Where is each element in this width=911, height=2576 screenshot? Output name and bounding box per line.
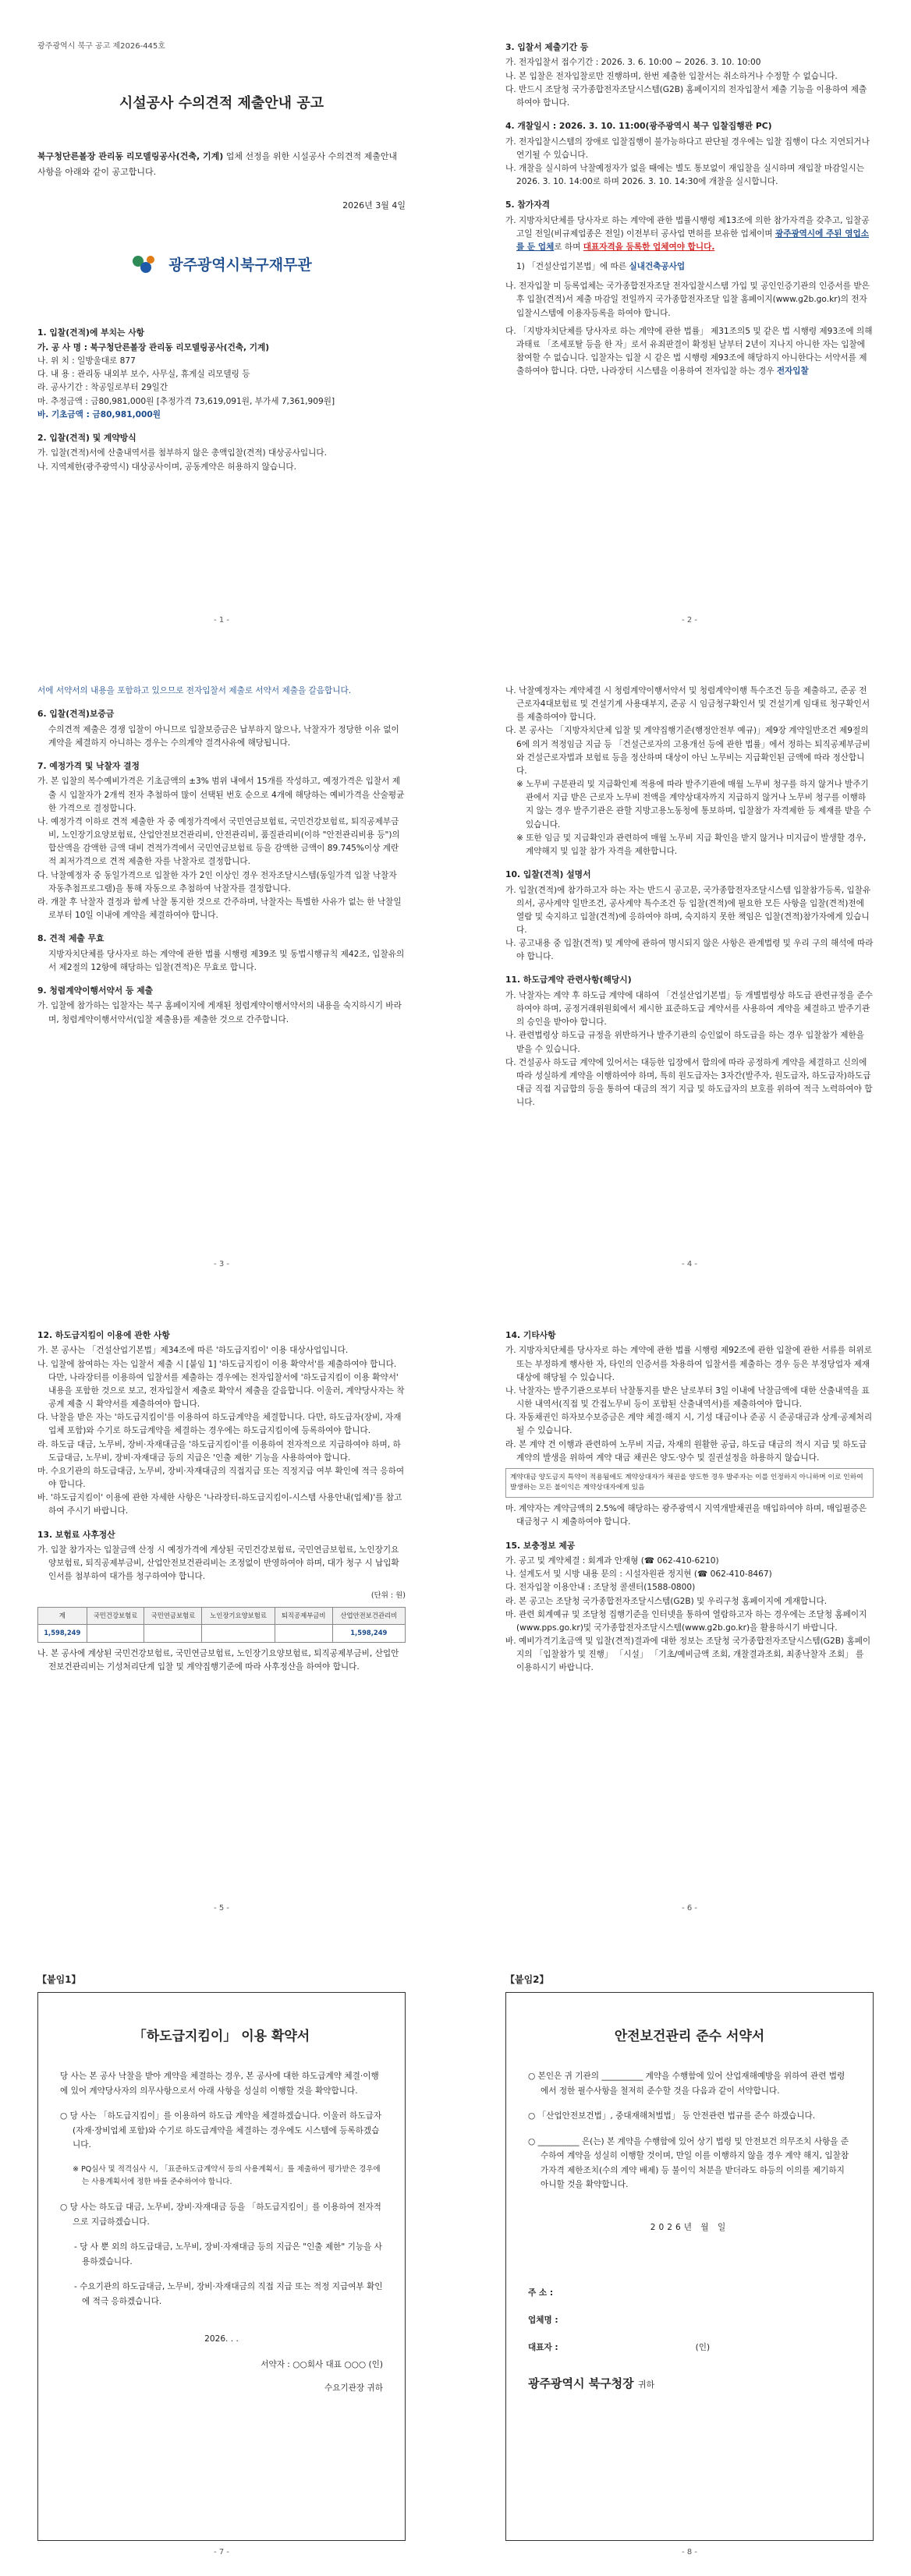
item: 가. 입찰에 참가하는 입찰자는 북구 홈페이지에 게재된 청렴계약이행서약서의 내용을 숙지하시기 바라며, 청렴계약이행서약서(입찰 제출용)를 제출한 것으로 간주합니다. <box>37 1001 402 1024</box>
item: 라. 본 공고는 조달청 국가종합전자조달시스템(G2B) 및 우리구청 홈페이지에 게재합니다. <box>505 1596 828 1606</box>
item: 가. 전자입찰서 접수기간 : 2026. 3. 6. 10:00 ~ 2026. 3. 10. 10:00 <box>505 58 761 68</box>
project-name: 북구청단른볼장 관리동 리모델링공사(건축, 기계) <box>37 151 224 162</box>
item: 다. 내 용 : 관리동 내외부 보수, 사무실, 휴게실 리모델링 등 <box>37 370 250 380</box>
item: 마. 계약자는 계약금액의 2.5%에 해당하는 광주광역시 지역개발채권을 매입하여야 하며, 매입필증은 대금청구 시 제출하여야 합니다. <box>505 1504 867 1527</box>
item: 나. 설계도서 및 시방 내용 문의 : 시설자원관 정지현 (☎ 062-410-8467) <box>505 1569 772 1580</box>
table-unit: (단위 : 원) <box>370 1591 406 1601</box>
signer-line: 서약자 : ○○회사 대표 ○○○ (인) <box>261 2359 383 2369</box>
item: 나. 공고내용 중 입찰(견적) 및 계약에 관하여 명시되지 않은 사항은 관계법령 및 우리 구의 해석에 따라야 합니다. <box>505 939 874 962</box>
item: 다. 건설공사 하도급 계약에 있어서는 대등한 입장에서 합의에 따라 공정하게 계약을 체결하고 신의에 따라 성실하게 계약을 이행하여야 하며, 특히 원도급자는 3자간(발주자, 원도급자, 하도급자)하도급 대금 직접 지급합의 등을 통하여 대금의 적기 지급 및 하도급자의 보호를 위하여 적극 노력하여야 합니다. <box>505 1057 873 1108</box>
form-item: ○ 당 사는 「하도급지킴이」를 이용하여 하도급 계약을 체결하겠습니다. 이울러 하도급자(자재·장비업체 포함)와 수기로 하도급계약을 체결하는 경우에도 시스템에 등록하겠습니다. <box>60 2111 382 2150</box>
table-row <box>38 1625 406 1643</box>
table-header: 계 <box>38 1607 87 1625</box>
license-item: 1) 「건설산업기본법」에 따른 실내건축공사업 <box>516 262 686 272</box>
section-heading: 9. 청렴계약이행서약서 등 제출 <box>37 985 154 996</box>
item: 가. 입찰 참가자는 입찰금액 산정 시 예정가격에 계상된 국민건강보험료, 국민연금보험료, 노인장기요양보험료, 퇴직공제부금비, 산업안전보건관리비는 조정없이 반영하여야 하며, 대가 청구 시 납입확인서를 첨부하여 대가를 청구하여야 합니다. <box>37 1545 399 1582</box>
page-number: - 4 - <box>682 1259 697 1269</box>
table-cell <box>144 1625 202 1643</box>
form-item: ○ 당 사는 하도급 대금, 노무비, 장비·자재대금 등을 「하도급지킴이」를 이용하여 전자적으로 지급하겠습니다. <box>60 2203 381 2227</box>
section-heading: 15. 보충정보 제공 <box>505 1540 576 1551</box>
address-field: 주 소 : <box>528 2288 554 2298</box>
form-title: 「하도급지킴이」 이용 확약서 <box>133 2029 310 2045</box>
page-5 <box>0 1288 443 1932</box>
table-header: 퇴직공제부금비 <box>275 1607 332 1625</box>
item: 가. 지방자치단체를 당사자로 하는 계약에 관한 법률 시행령 제92조에 관한 입찰에 관한 서류를 허위로 또는 부정하게 행사한 자, 타인의 인증서를 차용하여 입찰서를 제출하는 경우 등은 부정당업자 제재 대상에 해당될 수 있습니다. <box>505 1346 872 1382</box>
item: 마. 수요기관의 하도급대금, 노무비, 장비·자재대금의 직접지급 또는 직정지급 여부 확인에 적극 응하여야 합니다. <box>37 1466 405 1490</box>
item: 나. 지역제한(광주광역시) 대상공사이며, 공동계약은 허용하지 않습니다. <box>37 462 296 472</box>
table-header: 국민연금보험료 <box>144 1607 202 1625</box>
assignment-note-box: 계약대금 양도금지 특약이 적용됨에도 계약상대자가 채권을 양도한 경우 발주자는 이를 인정하지 아니하며 이로 인하여 발생하는 모든 불이익은 계약상대자에게 있음 <box>505 1468 874 1498</box>
section-heading: 1. 입찰(견적)에 부치는 사항 <box>37 327 145 338</box>
section-heading: 6. 입찰(견적)보증금 <box>37 709 115 720</box>
item: 다. 본 공사는 「지방자치단체 입찰 및 계약집행기준(행정안전부 예규)」제9장 계약일반조건 제9절의6에 의거 적정임금 지급 등 「건설근로자의 고용개선 등에 관한 법률」에서 정하는 퇴직공제부금비와 건설근로자법과 보험료 등을 정산하며 대상이 아닌 노무비는 지급확인된 금액에 따라 정산합니다. <box>505 726 870 776</box>
item: 가. 본 공사는 「건설산업기본법」제34조에 따른 '하도급지킴이' 이용 대상사업입니다. <box>37 1346 349 1356</box>
section-heading: 7. 예정가격 및 낙찰자 결정 <box>37 760 140 771</box>
item: 나. 본 공사에 계상된 국민건강보험료, 국민연금보험료, 노인장기요양보험료, 퇴직공제부금비, 산업안전보건관리비는 기성처리단계 입찰 및 계약집행기준에 따라 사후정산을 하여야 합니다. <box>37 1649 399 1672</box>
notice-date: 2026년 3월 4일 <box>342 200 406 211</box>
section-heading: 2. 입찰(견적) 및 계약방식 <box>37 432 136 443</box>
item: 지방자치단체를 당사자로 하는 계약에 관한 법률 시행령 제39조 및 동법시행규칙 제42조, 입찰유의서 제2절의 12항에 해당하는 입찰(견적)은 무효로 합니다. <box>48 949 405 972</box>
form-date: 2026. . . <box>204 2334 239 2344</box>
table-header: 산업안전보건관리비 <box>332 1607 405 1625</box>
item: 가. 낙찰자는 계약 후 하도급 계약에 대하여 「건설산업기본법」등 개별법령상 하도급 관련규정을 준수하여야 하며, 공정거래위원회에서 제시한 표준하도급 계약서를 사용하여 계약을 체결하고 발주기관의 승인을 받아야 합니다. <box>505 990 873 1028</box>
section-heading: 14. 기타사항 <box>505 1330 556 1340</box>
item: 나. 위 치 : 일방울대로 877 <box>37 356 136 366</box>
page-number: - 8 - <box>682 2547 697 2557</box>
item: 바. 예비가격기초금액 및 입찰(견적)결과에 대한 정보는 조달청 국가종합전자조달시스템(G2B) 홈페이지의 「입찰참가 및 진행」 「시설」 「기초/예비금액 조회, 개찰결과조회, 최종낙찰자 조회」 를 이용하시기 바랍니다. <box>505 1637 871 1673</box>
table-header-row <box>38 1607 406 1625</box>
form-item: ○ 본인은 귀 기관의 __________ 계약을 수행함에 있어 산업재해예방을 위하여 관련 법령에서 정한 필수사항을 철저히 준수할 것을 다음과 같이 서약합니다. <box>528 2072 845 2096</box>
form-item: ○ 「산업안전보건법」, 중대재해처벌법」 등 안전관련 법규를 준수 하겠습니다. <box>528 2111 816 2121</box>
item: 라. 공사기간 : 착공일로부터 29일간 <box>37 383 168 393</box>
section-heading: 4. 개찰일시 : 2026. 3. 10. 11:00(광주광역시 북구 입찰집행관 PC) <box>505 121 772 132</box>
page-1 <box>0 0 443 644</box>
item: 가. 전자입찰시스템의 장애로 입찰집행이 불가능하다고 판단될 경우에는 입찰 집행이 다소 지연되거나 연기될 수 있습니다. <box>505 136 870 160</box>
form-title: 안전보건관리 준수 서약서 <box>614 2029 765 2045</box>
notice-reference: 광주광역시 북구 공고 제2026-445호 <box>37 42 165 51</box>
insurance-table <box>37 1607 406 1643</box>
item: 가. 지방자치단체를 당사자로 하는 계약에 관한 법률시행령 제13조에 의한 참가자격을 갖추고, 입찰공고일 전일(비규제업종은 전일) 이전부터 공사업 면허를 보유한 업체이며 광주광역시에 주된 영업소를 둔 업체로 하며 대표자격을 등록한 업체여야 합니다. <box>505 215 870 253</box>
safety-pledge-form <box>505 1992 874 2541</box>
item: 가. 본 입찰의 복수예비가격은 기초금액의 ±3% 범위 내에서 15개를 작성하고, 예정가격은 입찰서 제출 시 입찰자가 2개씩 전자 추첨하여 많이 선택된 번호 순으로 4개에 해당하는 예비가격을 산술평균한 가격으로 결정합니다. <box>37 777 405 813</box>
item: 나. 입찰에 참여하는 자는 입찰서 제출 시 [붙임 1] '하도급지킴이 이용 확약서'를 제출하여야 합니다. 다만, 나라장터를 이용하여 입찰서를 제출하는 경우에는 전자입찰서에 '하도급지킴이 이용 확약서' 내용을 포함한 것으로 보고, 전자입찰서 제출로 확약서 제출을 갈음합니다. 이울러, 계약당사자는 착공계 제출 시 확약서를 제출하여야 합니다. <box>37 1359 405 1410</box>
item: 나. 본 입찰은 전자입찰로만 진행하며, 한번 제출한 입찰서는 취소하거나 수정할 수 없습니다. <box>505 71 838 81</box>
item: 나. 개찰을 실시하여 낙찰예정자가 없을 때에는 별도 통보없이 재입찰을 실시하며 재입찰 마감일시는 2026. 3. 10. 14:00로 하며 2026. 3. 10. 14:30에 개찰을 실시합니다. <box>505 163 864 187</box>
form-item: ※ PQ심사 및 적격심사 시, 「표준하도급계약서 등의 사용계획서」를 제출하여 평가받은 경우에는 사용계획서에 정한 바를 준수하여야 합니다. <box>73 2164 381 2187</box>
item: 다. 반드시 조달청 국가종합전자조달시스템(G2B) 홈페이지의 전자입찰서 제출 기능을 이용하여 제출하여야 합니다. <box>505 84 867 108</box>
page-2 <box>468 0 911 644</box>
district-logo-icon <box>131 254 158 276</box>
table-header: 국민건강보험료 <box>87 1607 144 1625</box>
item: 마. 추정금액 : 금80,981,000원 [추정가격 73,619,091원, 부가세 7,361,909원] <box>37 396 335 406</box>
item: 나. 낙찰예정자는 계약체결 시 청렴계약이행서약서 및 청렴계약이행 특수조건 등을 제출하고, 준공 전 근로자4대보험료 및 건설기계 사용대부지, 준공 시 임금청구확인서 및 건설기계 임대료 청구확인서를 제출하여야 합니다. <box>505 686 870 723</box>
item: 수의견적 제출은 경쟁 입찰이 아니므로 입찰보증금은 납부하지 않으나, 낙찰자가 정당한 이유 없이 계약을 체결하지 아니하는 경우는 수의계약 결격사유에 해당됩니다. <box>48 724 399 748</box>
table-cell: 1,598,249 <box>38 1625 87 1643</box>
table-header: 노인장기요양보험료 <box>202 1607 275 1625</box>
item: 가. 입찰(견적)에 참가하고자 하는 자는 반드시 공고문, 국가종합전자조달시스템 입찰참가등록, 입찰유의서, 공사계약 일반조건, 공사계약 특수조건 등 입찰(견적)에 필요한 모든 사항을 입찰(견적)전에 열람 및 숙지하고 입찰(견적)에 응하여야 하며, 숙지하지 못한 책임은 입찰(견적)참가자에게 있습니다. <box>505 885 871 935</box>
page-7 <box>0 1932 443 2576</box>
item: ※ 또한 임금 및 지급확인과 관련하여 매월 노무비 지급 확인을 받지 않거나 미지급이 발생할 경우, 계약해지 및 입찰 참가 자격을 제한합니다. <box>516 833 867 856</box>
table-cell <box>87 1625 144 1643</box>
form-intro: 당 사는 본 공사 낙찰을 받아 계약을 체결하는 경우, 본 공사에 대한 하도급계약 체결·이행에 있어 계약당사자의 의무사항으로서 아래 사항을 성실히 이행할 것을 확약합니다. <box>60 2072 379 2096</box>
continued-text: 서에 서약서의 내용을 포함하고 있으므로 전자입찰서 제출로 서약서 제출을 갈음합니다. <box>37 686 352 695</box>
item: 라. 본 계약 건 이행과 관련하여 노무비 지급, 자재의 원활한 공급, 하도급 대금의 적시 지급 및 하도급 계약의 발생을 위하여 계약 대금 채권은 양도·양수 및 질권설정을 하용하지 않습니다. <box>505 1439 867 1463</box>
item: 마. 관련 회계예규 및 조달청 집행기준을 인터넷을 통하여 열람하고자 하는 경우에는 조달청 홈페이지(www.pps.go.kr)및 국가종합전자조달시스템(www.g2b.go.kr)을 활용하시기 바랍니다. <box>505 1609 867 1633</box>
item: 다. 낙찰을 받은 자는 '하도급지킴이'를 이용하여 하도급계약을 체결합니다. 다만, 하도급자(장비, 자재업체 포함)와 수기로 하도급계약을 체결하는 경우에는 하도급지킴이에 등록하여야 합니다. <box>37 1413 402 1436</box>
attachment-tag: 【붙임1】 <box>37 1974 81 1985</box>
item: ※ 노무비 구분관리 및 지급확인제 적용에 따라 발주기관에 매월 노무비 청구를 하지 않거나 발주기관에서 지급 받은 근로자 노무비 전액을 계약상대자까지 지급하지 않거나 노무비 청구를 이행하지 않는 경우 발주기관은 관할 지방고용노동청에 통보하며, 입찰참가 자격제한 등 제재를 받을 수 있습니다. <box>516 780 871 830</box>
page-6 <box>468 1288 911 1932</box>
item: 라. 개찰 후 낙찰자 결정과 함께 낙찰 통지한 것으로 간주하며, 낙찰자는 특별한 사유가 없는 한 낙찰일로부터 10일 이내에 계약을 체결하여야 합니다. <box>37 897 402 920</box>
item: 가. 공 사 명 : 북구청단른볼장 관리동 리모델링공사(건축, 기계) <box>37 343 270 352</box>
section-heading: 12. 하도급지킴이 이용에 관한 사항 <box>37 1330 170 1340</box>
page-number: - 1 - <box>214 615 229 625</box>
form-item: ○ __________ 은(는) 본 계약을 수행함에 있어 상기 법령 및 안전보건 의무조치 사항을 준수하여 계약을 성실히 이행할 것이며, 만일 이를 이행하지 않을 경우 계약 해지, 입찰참가자격 제한조치(수의 계약 배제) 등 불이익 처분을 받더라도 하등의 이의를 제기하지 아니할 것을 확약합니다. <box>528 2136 849 2190</box>
page-number: - 7 - <box>214 2547 229 2557</box>
base-amount: 바. 기초금액 : 금80,981,000원 <box>37 409 161 419</box>
item: 다. 전자입찰 이용안내 : 조달청 콜센터(1588-0800) <box>505 1583 696 1593</box>
lead-paragraph: 북구청단른볼장 관리동 리모델링공사(건축, 기계) 업체 선정을 위한 시설공사 수의견적 제출안내 사항을 아래와 같이 공고합니다. <box>37 151 398 178</box>
table-cell: 1,598,249 <box>332 1625 405 1643</box>
item: 가. 공고 및 계약체결 : 회계과 안재형 (☎ 062-410-6210) <box>505 1556 719 1566</box>
table-cell <box>275 1625 332 1643</box>
table-cell <box>202 1625 275 1643</box>
item: 다. 「지방자치단체를 당사자로 하는 계약에 관한 법률」 제31조의5 및 같은 법 시행령 제93조에 의해 과태료 「조세포탈 등을 한 자」로서 유죄판결이 확정된 날부터 2년이 지나지 아니한 자는 입찰에 참여할 수 없습니다. 입찰자는 입찰 시 같은 법 시행령 제93조에 해당하지 아니한다는 서약서를 제출하여야 합니다. 다만, 나라장터 시스템을 이용하여 전자입찰 하는 경우 전자입찰 <box>505 326 873 377</box>
section-heading: 5. 참가자격 <box>505 200 551 211</box>
item: 다. 낙찰예정자 중 동일가격으로 입찰한 자가 2인 이상인 경우 전자조달시스템(동일가격 입찰 낙찰자 자동추첨프로그램)을 통해 자동으로 추첨하여 낙찰자를 결정합니다. <box>37 870 397 893</box>
representative-field: 대표자 : (인) <box>528 2342 711 2352</box>
item: 바. '하도급지킴이' 이용에 관한 자세한 사항은 '나라장터-하도급지킴이-시스템 사용안내(업체)'를 참고하여 주시기 바랍니다. <box>37 1493 402 1516</box>
item: 나. 관련법령상 하도급 규정을 위반하거나 발주기관의 승인없이 하도급을 하는 경우 입찰참가 제한을 받을 수 있습니다. <box>505 1031 864 1054</box>
page-number: - 3 - <box>214 1259 229 1269</box>
item: 나. 낙찰자는 발주기관으로부터 낙찰통지를 받은 날로부터 3일 이내에 낙찰금액에 대한 산출내역을 표시한 내역서(직접 및 간접노무비 등이 포함된 산출내역서)를 제출하여야 합니다. <box>505 1385 870 1410</box>
item: 다. 자동채권인 하자보수보증금은 계약 체결·해지 시, 기성 대금이나 준공 시 준공대금과 상계·공제처리 될 수 있습니다. <box>505 1413 873 1436</box>
form-date: 2026년 월 일 <box>650 2222 729 2232</box>
section-heading: 10. 입찰(견적) 설명서 <box>505 869 591 880</box>
form-item: - 당 사 뿐 외의 하도급대금, 노무비, 장비·자재대금 등의 지급은 "인출 제한" 기능을 사용하겠습니다. <box>74 2242 382 2266</box>
recipient: 수요기관장 귀하 <box>324 2383 383 2394</box>
page-4 <box>468 644 911 1288</box>
section-heading: 8. 견적 제출 무효 <box>37 933 105 944</box>
form-item: - 수요기관의 하도급대금, 노무비, 장비·자재대금의 직접 지급 또는 적정 지급여부 확인에 적극 응하겠습니다. <box>74 2282 383 2306</box>
pledge-form <box>37 1992 406 2541</box>
item: 나. 예정가격 이하로 견적 제출한 자 중 예정가격에서 국민연금보험료, 국민건강보험료, 퇴직공제부금비, 노인장기요양보험료, 산업안전보건관리비, 안전관리비, 품질관리비(이하 "안전관리비용 등")의 합산액을 감액한 금액 대비 견적가격에서 국민연금보험료 등을 감액한 금액이 89.745%이상 계란적 최저가격으로 견적 제출한 자를 낙찰자로 결정합니다. <box>37 816 400 867</box>
page-number: - 6 - <box>682 1903 697 1913</box>
section-heading: 13. 보험료 사후정산 <box>37 1529 115 1540</box>
section-heading: 3. 입찰서 제출기간 등 <box>505 42 589 52</box>
recipient: 광주광역시 북구청장 귀하 <box>528 2376 655 2391</box>
item: 나. 전자입찰 미 등록업체는 국가종합전자조달 전자입찰시스템 가입 및 공인인증기관의 인증서를 받은 후 입찰(견적)서 제출 마감일 전일까지 국가종합전자조달 입찰 홈페이지(www.g2b.go.kr)의 전자입찰시스템에 이용자등록을 하여야 합니다. <box>505 281 870 318</box>
attachment-tag: 【붙임2】 <box>505 1974 549 1985</box>
issuer-name: 광주광역시북구재무관 <box>168 256 312 274</box>
company-field: 업체명 : <box>528 2315 558 2325</box>
page-3 <box>0 644 443 1288</box>
notice-title: 시설공사 수의견적 제출안내 공고 <box>119 95 324 112</box>
page-8 <box>468 1932 911 2576</box>
page-number: - 2 - <box>682 615 697 625</box>
item: 가. 입찰(견적)서에 산출내역서를 첨부하지 않은 총액입찰(견적) 대상공사입니다. <box>37 448 327 458</box>
item: 라. 하도급 대금, 노무비, 장비·자재대금을 '하도급지킴이'를 이용하여 전자적으로 지급하여야 하며, 하도급대금, 노무비, 장비·자재대금 등의 지급은 '인출 제한' 기능을 사용하여야 합니다. <box>37 1439 401 1463</box>
issuer-brand <box>37 253 406 278</box>
page-number: - 5 - <box>214 1903 229 1913</box>
section-heading: 11. 하도급계약 관련사항(해당시) <box>505 975 632 985</box>
